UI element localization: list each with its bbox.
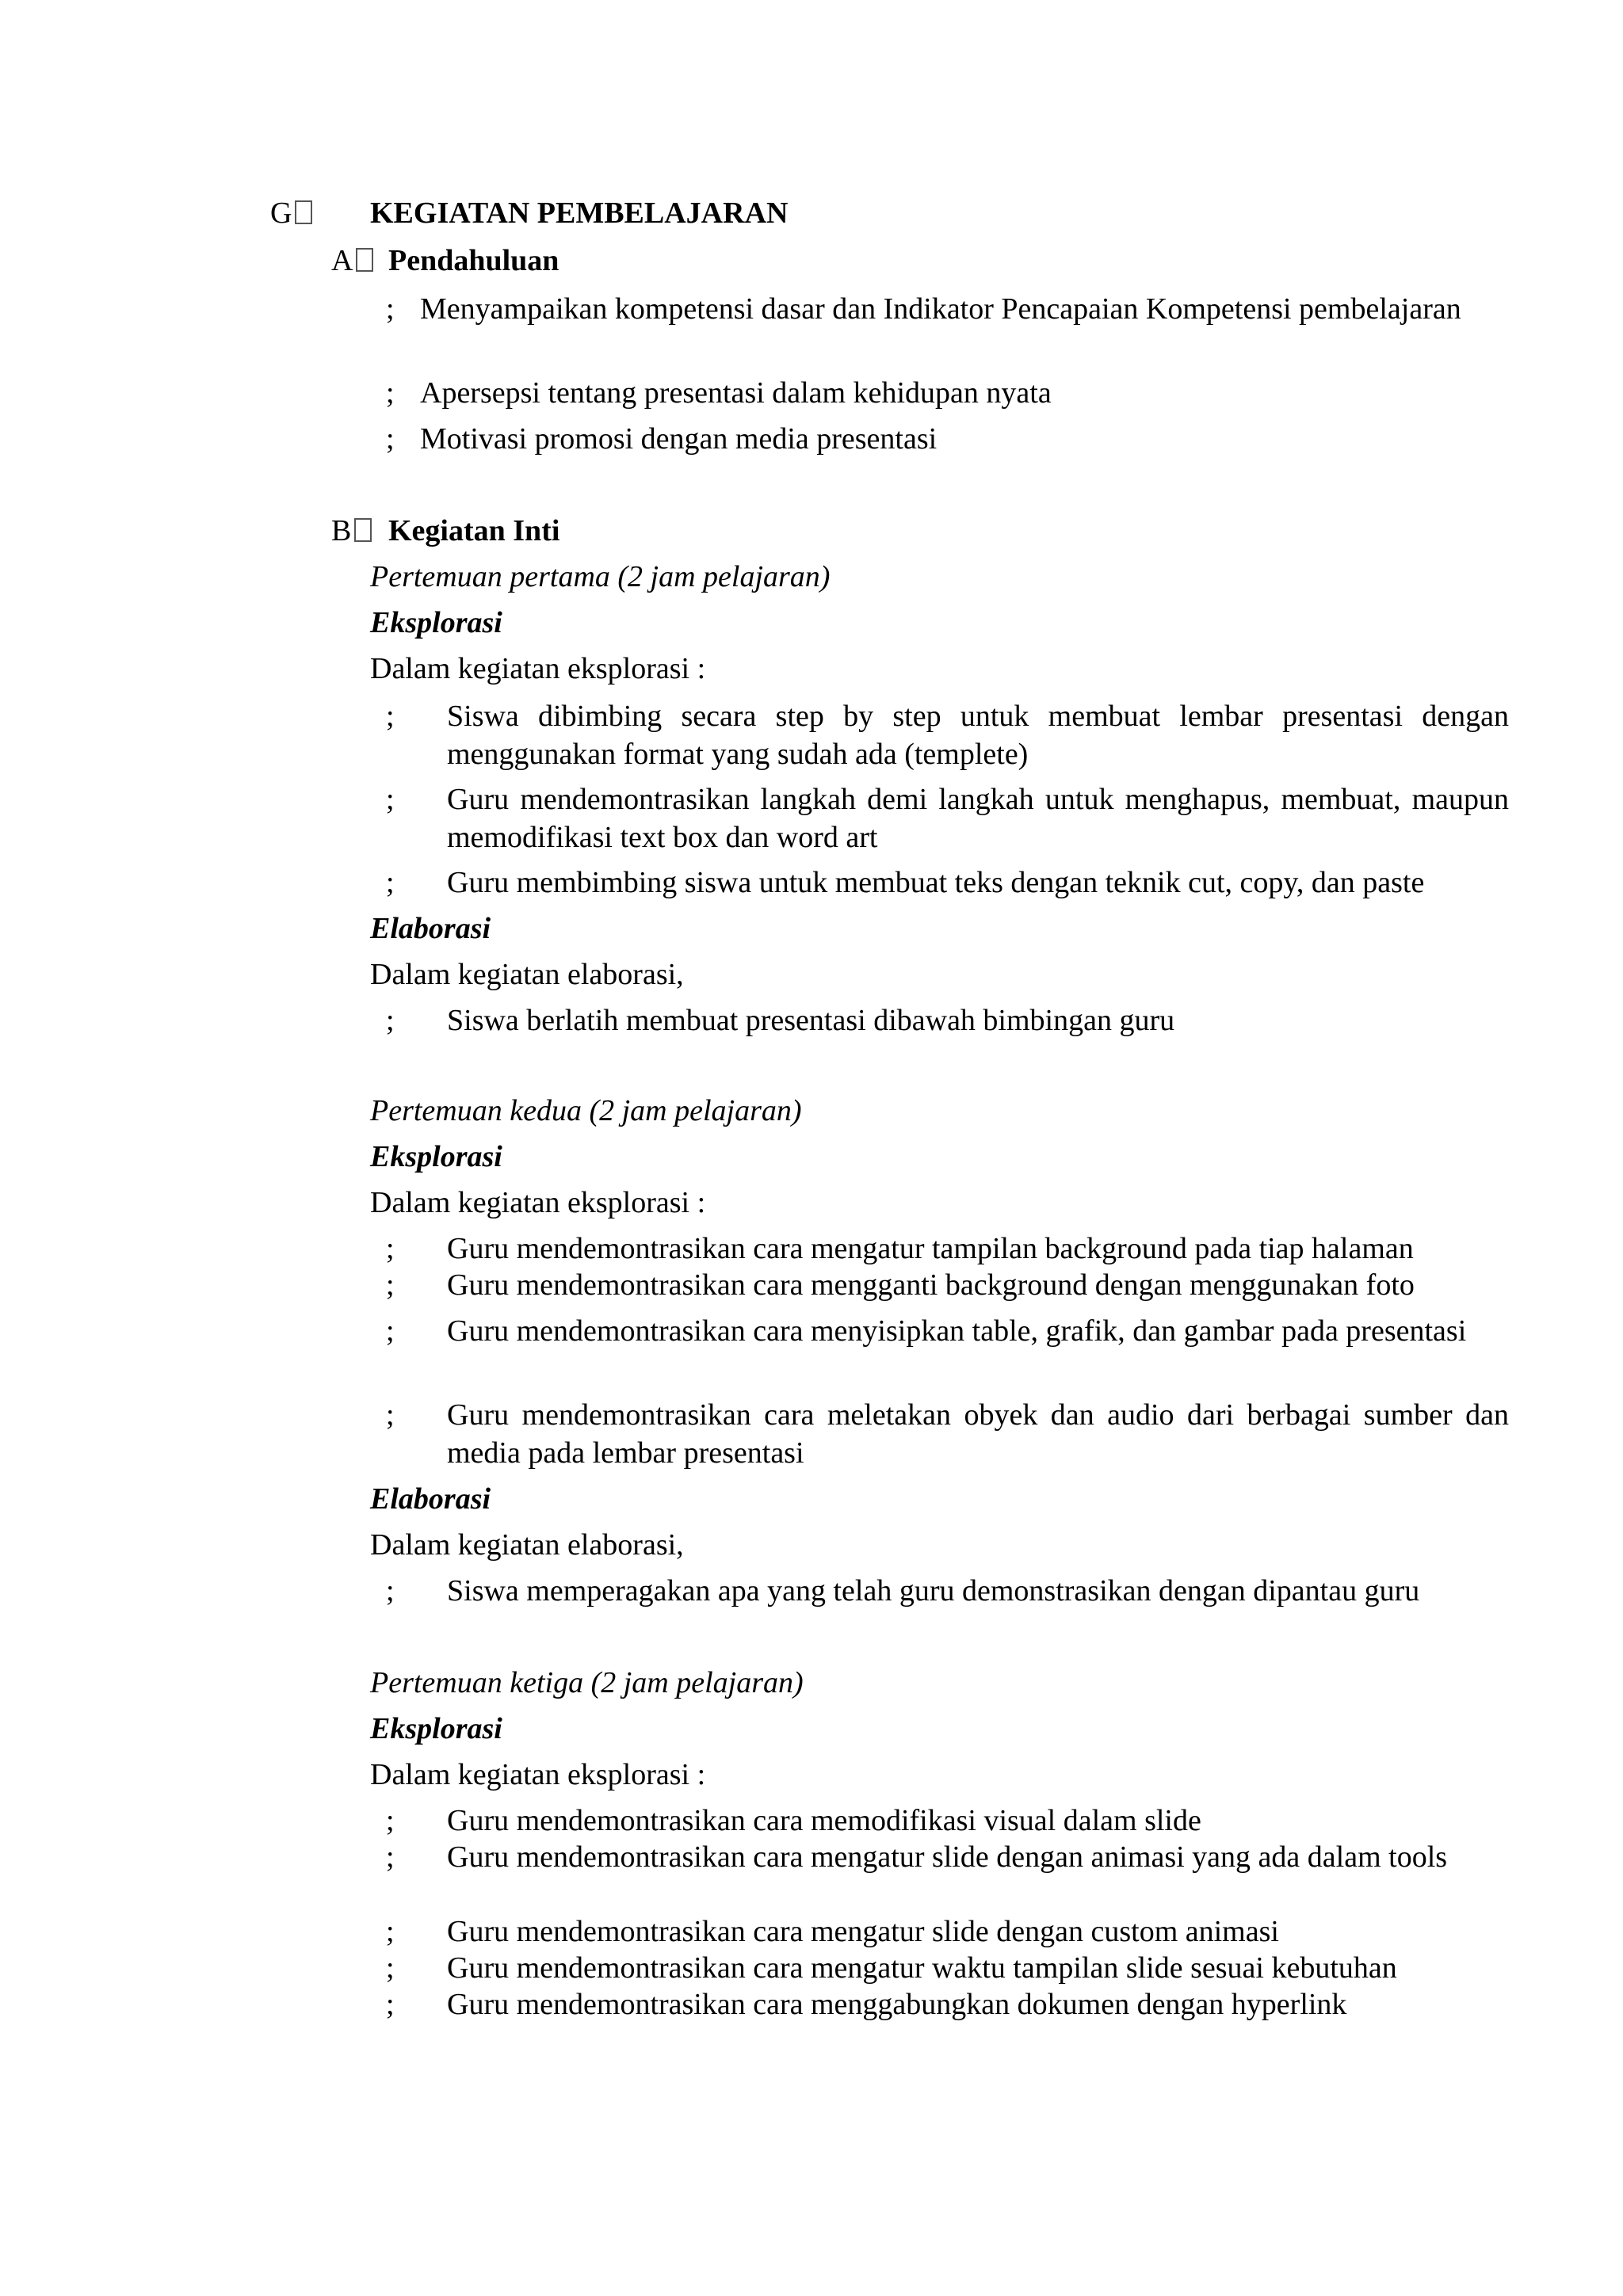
bullet: ;: [386, 292, 395, 326]
missing-glyph-box: [354, 518, 372, 542]
list-item: Guru mendemontrasikan langkah demi langkah untuk menghapus, membuat, maupun memodifikasi text box dan word art: [447, 783, 1509, 854]
list-item: Motivasi promosi dengan media presentasi: [420, 422, 938, 456]
list-item: Guru mendemontrasikan cara memodifikasi visual dalam slide: [447, 1804, 1201, 1837]
list-item: Menyampaikan kompetensi dasar dan Indikator Pencapaian Kompetensi pembelajaran: [420, 292, 1461, 326]
eksplorasi-heading: Eksplorasi: [370, 606, 502, 639]
subsection-marker-a: A: [331, 242, 373, 280]
eksplorasi-intro: Dalam kegiatan eksplorasi :: [370, 652, 706, 685]
eksplorasi-heading: Eksplorasi: [370, 1712, 502, 1745]
bullet: ;: [386, 1915, 395, 1948]
bullet: ;: [386, 1004, 395, 1037]
list-item: Guru mendemontrasikan cara mengatur slide dengan custom animasi: [447, 1915, 1279, 1948]
bullet: ;: [386, 1988, 395, 2021]
missing-glyph-box: [356, 248, 373, 272]
list-item: Guru mendemontrasikan cara mengatur tampilan background pada tiap halaman: [447, 1232, 1414, 1265]
bullet: ;: [386, 1232, 395, 1265]
bullet: ;: [386, 1314, 395, 1348]
elaborasi-intro: Dalam kegiatan elaborasi,: [370, 958, 684, 991]
bullet: ;: [386, 1840, 395, 1874]
meeting-title: Pertemuan pertama (2 jam pelajaran): [370, 560, 831, 593]
section-title: KEGIATAN PEMBELAJARAN: [370, 196, 789, 230]
list-item: Guru mendemontrasikan cara mengatur slide dengan animasi yang ada dalam tools: [447, 1840, 1448, 1874]
list-item: Guru mendemontrasikan cara menyisipkan table, grafik, dan gambar pada presentasi: [447, 1314, 1467, 1348]
list-item: Siswa memperagakan apa yang telah guru demonstrasikan dengan dipantau guru: [447, 1574, 1420, 1608]
bullet: ;: [386, 1398, 395, 1432]
section-marker: G: [270, 194, 312, 232]
list-item: Apersepsi tentang presentasi dalam kehidupan nyata: [420, 376, 1052, 410]
bullet: ;: [386, 376, 395, 410]
meeting-title: Pertemuan kedua (2 jam pelajaran): [370, 1094, 802, 1127]
eksplorasi-intro: Dalam kegiatan eksplorasi :: [370, 1758, 706, 1791]
bullet: ;: [386, 1804, 395, 1837]
list-item: Guru membimbing siswa untuk membuat teks dengan teknik cut, copy, dan paste: [447, 866, 1425, 899]
bullet: ;: [386, 1574, 395, 1608]
list-item: Guru mendemontrasikan cara mengatur waktu tampilan slide sesuai kebutuhan: [447, 1951, 1397, 1985]
bullet: ;: [386, 700, 395, 733]
eksplorasi-intro: Dalam kegiatan eksplorasi :: [370, 1186, 706, 1219]
subsection-title-kegiatan-inti: Kegiatan Inti: [388, 514, 560, 547]
list-item: Guru mendemontrasikan cara menggabungkan dokumen dengan hyperlink: [447, 1988, 1347, 2021]
list-item: Guru mendemontrasikan cara meletakan obyek dan audio dari berbagai sumber dan media pada lembar presentasi: [447, 1398, 1509, 1470]
subsection-title-pendahuluan: Pendahuluan: [388, 244, 559, 277]
list-item: Siswa dibimbing secara step by step untuk membuat lembar presentasi dengan menggunakan format yang sudah ada (templete): [447, 700, 1509, 771]
elaborasi-heading: Elaborasi: [370, 1482, 491, 1516]
bullet: ;: [386, 1951, 395, 1985]
subsection-marker-b: B: [331, 512, 372, 550]
bullet: ;: [386, 783, 395, 816]
eksplorasi-heading: Eksplorasi: [370, 1140, 502, 1173]
bullet: ;: [386, 422, 395, 456]
elaborasi-heading: Elaborasi: [370, 912, 491, 945]
elaborasi-intro: Dalam kegiatan elaborasi,: [370, 1528, 684, 1562]
bullet: ;: [386, 1268, 395, 1302]
list-item: Siswa berlatih membuat presentasi dibawah bimbingan guru: [447, 1004, 1175, 1037]
missing-glyph-box: [295, 200, 312, 224]
list-item: Guru mendemontrasikan cara mengganti background dengan menggunakan foto: [447, 1268, 1415, 1302]
bullet: ;: [386, 866, 395, 899]
meeting-title: Pertemuan ketiga (2 jam pelajaran): [370, 1666, 804, 1699]
